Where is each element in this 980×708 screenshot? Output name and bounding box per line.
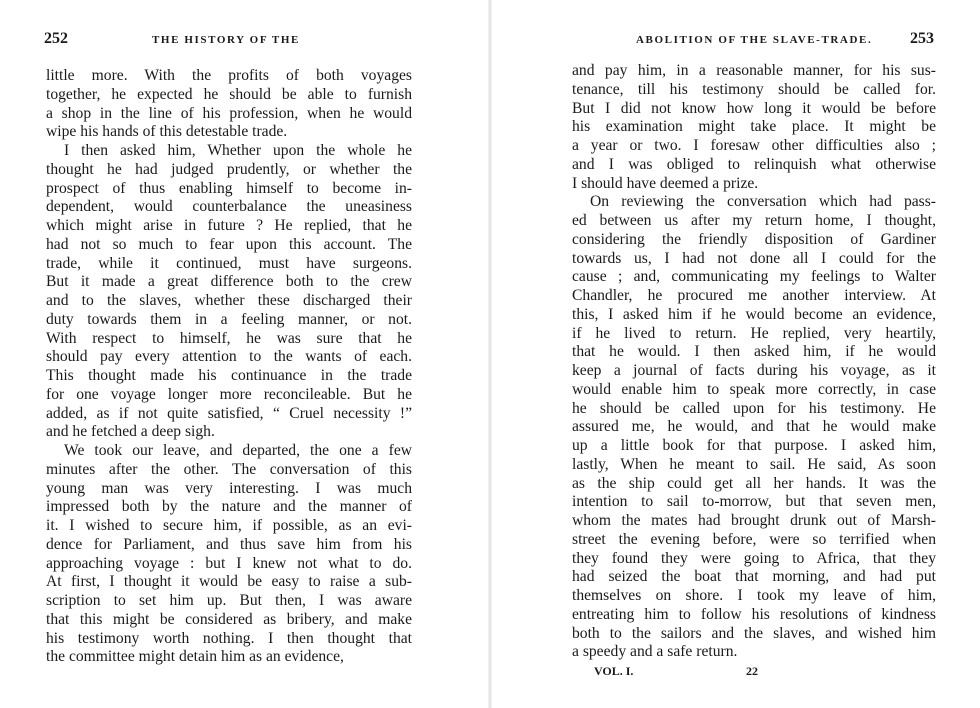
text-line: that he would. I then asked him, if he would [572, 343, 936, 361]
text-line: had seized the boat that morning, and had put [572, 568, 936, 586]
text-line: which might arise in future ? He replied, that he [46, 217, 412, 234]
text-line: and he fetched a deep sigh. [46, 423, 215, 441]
text-line: keep a journal of facts during his voyage, as it [572, 362, 936, 379]
text-line: themselves on shore. I took my leave of him, [572, 587, 936, 604]
text-line: tenance, till his testimony should be called for. [572, 80, 936, 98]
right-running-head: ABOLITION OF THE SLAVE-TRADE. [636, 34, 873, 46]
text-line: this, I asked him if he would become an evidence, [572, 305, 936, 323]
text-line: dence for Parliament, and thus save him from his [46, 535, 412, 553]
text-line: up a little book for that purpose. I asked him, [572, 437, 936, 454]
signature-number: 22 [746, 664, 758, 678]
text-line: street the evening before, were so terrified when [572, 530, 936, 548]
text-line: entreating him to follow his resolutions of kindness [572, 605, 936, 623]
text-line: We took our leave, and departed, the one a few [64, 442, 412, 459]
text-line: a speedy and a safe return. [572, 643, 738, 661]
text-line: together, he expected he should be able to furnish [46, 85, 412, 103]
text-line: wipe his hands of this detestable trade. [46, 123, 288, 141]
text-line: With respect to himself, he was sure that he [46, 329, 412, 347]
text-line: trade, while it continued, must have surgeons. [46, 254, 412, 272]
text-line: that this might be considered as bribery, and make [46, 610, 412, 628]
left-page-number: 252 [44, 30, 68, 47]
text-line: would enable him to speak more correctly, in case [572, 380, 936, 398]
signature-mark: VOL. I. [594, 664, 634, 678]
text-line: But I did not know how long it would be before [572, 99, 936, 117]
text-line: At first, I thought it would be easy to raise a sub- [46, 573, 412, 591]
right-page-text [572, 62, 936, 662]
text-line: ed between us after my return home, I thought, [572, 212, 936, 229]
text-line: he should be called upon for his testimony. He [572, 399, 936, 417]
text-line: if he lived to return. He replied, very heartily, [572, 324, 936, 342]
text-line: cause ; and, communicating my feelings to Walter [572, 268, 936, 286]
text-line: for one voyage longer more reconcileable. But he [46, 385, 412, 403]
text-line: should pay every attention to the wants of each. [46, 348, 412, 366]
text-line: and pay him, in a reasonable manner, for his sus- [572, 62, 936, 79]
text-line: duty towards them in a feeling manner, or not. [46, 310, 412, 328]
text-line: intention to sail to-morrow, but that seven men, [572, 493, 936, 511]
text-line: scription to set him up. But then, I was aware [46, 592, 412, 609]
text-line: both to the sailors and the slaves, and wished him [572, 624, 936, 642]
text-line: added, as if not quite satisfied, “ Cruel necessity !” [46, 404, 412, 422]
text-line: On reviewing the conversation which had pass- [590, 193, 936, 211]
text-line: had not so much to fear upon this account. The [46, 235, 412, 253]
text-line: minutes after the other. The conversation of this [46, 460, 412, 478]
text-line: I then asked him, Whether upon the whole he [64, 142, 412, 159]
text-line: a year or two. I foresaw other difficulties also ; [572, 137, 936, 154]
text-line: it. I wished to secure him, if possible, as an evi- [46, 517, 412, 534]
text-line: dependent, would counterbalance the uneasiness [46, 198, 412, 216]
text-line: I should have deemed a prize. [572, 174, 759, 192]
text-line: considering the friendly disposition of Gardiner [572, 230, 936, 248]
text-line: towards us, I had not done all I could for the [572, 249, 936, 267]
text-line: a shop in the line of his profession, when he would [46, 104, 412, 122]
text-line: impressed both by the nature and the manner of [46, 498, 412, 516]
text-line: they found they were going to Africa, that they [572, 549, 936, 567]
text-line: little more. With the profits of both voyages [46, 67, 412, 84]
text-line: and I was obliged to relinquish what otherwise [572, 155, 936, 173]
text-line: the committee might detain him as an evidence, [46, 648, 344, 666]
text-line: But it made a great difference both to the crew [46, 273, 412, 291]
text-line: assured me, he would, and that he would make [572, 418, 936, 436]
text-line: his examination might take place. It might be [572, 118, 936, 136]
right-page [490, 0, 980, 708]
left-running-head: THE HISTORY OF THE [152, 34, 300, 46]
text-line: Chandler, he procured me another interview. At [572, 287, 936, 304]
text-line: This thought made his continuance in the trade [46, 367, 412, 384]
text-line: his testimony worth nothing. I then thought that [46, 629, 412, 647]
text-line: and to the slaves, whether these discharged their [46, 292, 412, 309]
text-line: as the ship could get all her hands. It was the [572, 474, 936, 492]
right-page-number: 253 [910, 30, 934, 47]
text-line: prospect of thus enabling himself to become in- [46, 179, 412, 197]
text-line: lastly, When he meant to sail. He said, As soon [572, 455, 936, 473]
text-line: thought he had judged prudently, or whether the [46, 160, 412, 178]
left-page-text [46, 67, 412, 667]
text-line: young man was very interesting. I was much [46, 479, 412, 497]
text-line: whom the mates had brought drunk out of Marsh- [572, 512, 936, 529]
text-line: approaching voyage : but I knew not what to do. [46, 554, 412, 572]
